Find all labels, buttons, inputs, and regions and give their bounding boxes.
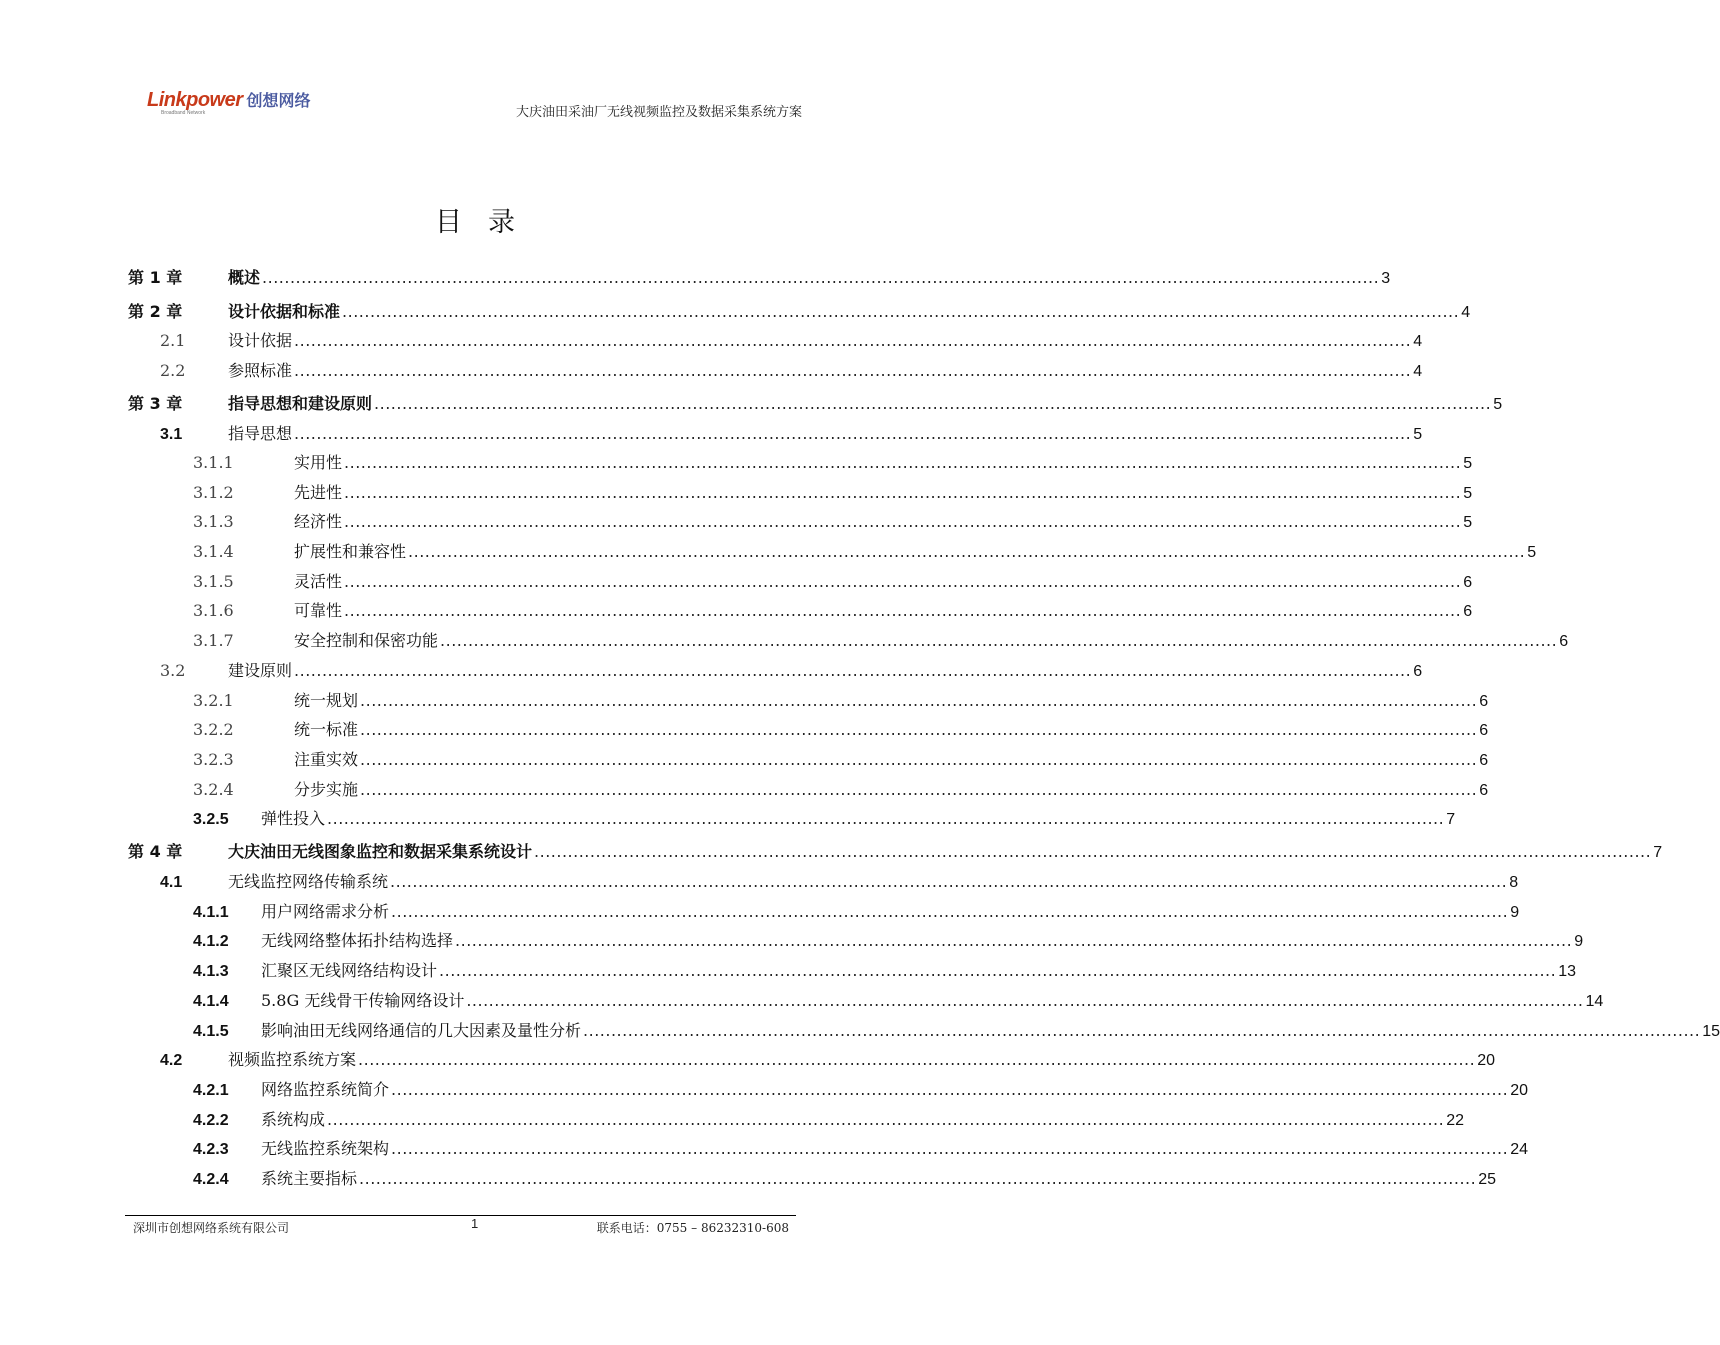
toc-page: 6: [1463, 603, 1473, 620]
toc-page: 6: [1413, 663, 1423, 680]
toc-page: 6: [1479, 752, 1489, 769]
toc-leader: ........................................................................................................................................................................................................: [360, 691, 1478, 710]
toc-entry-2-2[interactable]: [160, 360, 1423, 382]
toc-entry-4-1-1[interactable]: [193, 901, 1520, 923]
document-header-title: 大庆油田采油厂无线视频监控及数据采集系统方案: [515, 105, 802, 120]
toc-leader: ........................................................................................................................................................................................................: [390, 872, 1508, 891]
toc-number: 3.1.5: [193, 572, 234, 591]
toc-leader: ........................................................................................................................................................................................................: [360, 750, 1478, 769]
toc-number: 4.1.5: [193, 1023, 229, 1040]
toc-entry-3-2-4[interactable]: [193, 779, 1489, 801]
footer-page-number: 1: [471, 1216, 479, 1231]
toc-title-text: 设计依据和标准: [228, 302, 341, 321]
toc-title-text: 大庆油田无线图象监控和数据采集系统设计: [228, 842, 533, 861]
toc-number: 第 1 章: [128, 268, 183, 287]
toc-number: 4.1.2: [193, 933, 229, 950]
toc-title-text: 弹性投入: [261, 809, 326, 828]
toc-page: 7: [1446, 811, 1456, 828]
toc-title-text: 设计依据: [228, 331, 293, 350]
toc-leader: ........................................................................................................................................................................................................: [344, 453, 1462, 472]
toc-entry-4-2-2[interactable]: [193, 1109, 1464, 1131]
toc-entry-4-1-4[interactable]: [193, 990, 1604, 1012]
toc-page: 24: [1510, 1141, 1528, 1158]
toc-title-text: 先进性: [294, 483, 343, 502]
toc-page: 14: [1585, 993, 1604, 1010]
toc-title-text: 指导思想: [228, 424, 293, 443]
toc-number: 4.1.1: [193, 904, 229, 921]
toc-page: 20: [1510, 1082, 1528, 1099]
toc-page: 6: [1479, 782, 1489, 799]
toc-entry-4-1-2[interactable]: [193, 930, 1584, 952]
logo-wordmark: Linkpower: [147, 89, 243, 111]
toc-number: 3.2.1: [193, 691, 234, 710]
toc-entry-3-1-5[interactable]: [193, 571, 1473, 593]
toc-entry-3-1-3[interactable]: [193, 511, 1473, 533]
footer-divider: [125, 1215, 796, 1216]
toc-title-text: 实用性: [294, 453, 343, 472]
toc-page: 5: [1463, 514, 1473, 531]
toc-entry-3-1-6[interactable]: [193, 600, 1473, 622]
toc-page: 9: [1510, 904, 1520, 921]
toc-number: 3.1.7: [193, 631, 234, 650]
toc-page: 4: [1461, 304, 1471, 321]
toc-leader: ........................................................................................................................................................................................................: [391, 1139, 1509, 1158]
toc-leader: ........................................................................................................................................................................................................: [360, 720, 1478, 739]
toc-entry-4-2-4[interactable]: [193, 1168, 1496, 1190]
toc-leader: ........................................................................................................................................................................................................: [440, 631, 1558, 650]
toc-number: 3.2: [160, 661, 186, 680]
toc-entry-4-2-3[interactable]: [193, 1138, 1528, 1160]
toc-number: 3.1.6: [193, 601, 234, 620]
logo-subtitle: Broadband Network: [161, 110, 206, 116]
toc-page: 4: [1413, 363, 1423, 380]
toc-leader: ........................................................................................................................................................................................................: [294, 661, 1412, 680]
toc-number: 4.2.4: [193, 1171, 229, 1188]
toc-entry-4-2-1[interactable]: [193, 1079, 1528, 1101]
toc-leader: ........................................................................................................................................................................................................: [391, 1080, 1509, 1099]
toc-leader: ........................................................................................................................................................................................................: [344, 572, 1462, 591]
toc-leader: ........................................................................................................................................................................................................: [344, 483, 1462, 502]
toc-entry-3-1-2[interactable]: [193, 482, 1473, 504]
toc-number: 3.1.2: [193, 483, 234, 502]
toc-entry-3-1-7[interactable]: [193, 630, 1569, 652]
logo-chinese-name: 创想网络: [246, 91, 311, 110]
toc-title-text: 概述: [228, 268, 261, 287]
toc-title-text: 灵活性: [294, 572, 343, 591]
toc-page: 22: [1446, 1112, 1464, 1129]
toc-page: 8: [1509, 874, 1519, 891]
toc-number: 4.2.2: [193, 1112, 229, 1129]
toc-leader: ........................................................................................................................................................................................................: [466, 991, 1584, 1010]
toc-leader: ........................................................................................................................................................................................................: [534, 842, 1652, 861]
toc-leader: ........................................................................................................................................................................................................: [327, 1110, 1445, 1129]
toc-page: 5: [1493, 396, 1503, 413]
toc-leader: ........................................................................................................................................................................................................: [583, 1021, 1701, 1040]
toc-page: 4: [1413, 333, 1423, 350]
toc-title-text: 影响油田无线网络通信的几大因素及量性分析: [261, 1021, 582, 1040]
toc-leader: ........................................................................................................................................................................................................: [359, 1169, 1477, 1188]
toc-leader: ........................................................................................................................................................................................................: [344, 601, 1462, 620]
toc-number: 3.2.2: [193, 720, 234, 739]
toc-number: 第 2 章: [128, 302, 183, 321]
toc-number: 第 3 章: [128, 394, 183, 413]
toc-title-text: 可靠性: [294, 601, 343, 620]
toc-number: 4.1.3: [193, 963, 229, 980]
toc-number: 3.1: [160, 426, 183, 443]
toc-entry-3-2-1[interactable]: [193, 690, 1489, 712]
toc-page: 6: [1463, 574, 1473, 591]
company-logo: [147, 88, 311, 116]
toc-number: 3.1.1: [193, 453, 234, 472]
toc-page: 15: [1702, 1023, 1720, 1040]
toc-entry-4-1-3[interactable]: [193, 960, 1576, 982]
toc-page: 3: [1381, 270, 1391, 287]
toc-page: 6: [1479, 722, 1489, 739]
toc-entry-4-1-5[interactable]: [193, 1020, 1720, 1042]
toc-leader: ........................................................................................................................................................................................................: [294, 424, 1412, 443]
toc-title-text: 统一标准: [294, 720, 359, 739]
toc-page: 7: [1653, 844, 1663, 861]
toc-title-text: 5.8G 无线骨干传输网络设计: [261, 991, 465, 1010]
toc-page: 6: [1559, 633, 1569, 650]
toc-leader: ........................................................................................................................................................................................................: [408, 542, 1526, 561]
toc-number: 3.2.5: [193, 811, 229, 828]
toc-page: 5: [1413, 426, 1423, 443]
toc-title-text: 系统主要指标: [261, 1169, 358, 1188]
toc-title-text: 建设原则: [228, 661, 293, 680]
toc-title-text: 统一规划: [294, 691, 359, 710]
toc-number: 2.1: [160, 331, 186, 350]
toc-leader: ........................................................................................................................................................................................................: [360, 780, 1478, 799]
toc-entry-3-1[interactable]: [160, 423, 1423, 445]
footer-contact: 联系电话：0755 – 86232310-608: [596, 1221, 789, 1235]
toc-title-text: 安全控制和保密功能: [294, 631, 439, 650]
toc-entry-4-2[interactable]: [160, 1049, 1495, 1071]
toc-title-text: 无线监控网络传输系统: [228, 872, 389, 891]
toc-page: 9: [1574, 933, 1584, 950]
toc-leader: ........................................................................................................................................................................................................: [294, 331, 1412, 350]
toc-leader: ........................................................................................................................................................................................................: [344, 512, 1462, 531]
toc-leader: ........................................................................................................................................................................................................: [342, 302, 1460, 321]
toc-number: 4.2.1: [193, 1082, 229, 1099]
toc-entry-3-2-5[interactable]: [193, 808, 1456, 830]
toc-leader: ........................................................................................................................................................................................................: [391, 902, 1509, 921]
toc-number: 3.2.3: [193, 750, 234, 769]
toc-number: 2.2: [160, 361, 186, 380]
toc-leader: ........................................................................................................................................................................................................: [374, 394, 1492, 413]
toc-title-text: 扩展性和兼容性: [294, 542, 407, 561]
toc-number: 3.1.4: [193, 542, 234, 561]
toc-number: 4.1: [160, 874, 183, 891]
toc-entry-3-2-3[interactable]: [193, 749, 1489, 771]
toc-leader: ........................................................................................................................................................................................................: [262, 268, 1380, 287]
toc-title-text: 视频监控系统方案: [228, 1050, 357, 1069]
toc-page: 5: [1463, 455, 1473, 472]
toc-number: 3.1.3: [193, 512, 234, 531]
toc-number: 4.1.4: [193, 993, 229, 1010]
toc-entry-ch4[interactable]: [128, 841, 1663, 863]
toc-leader: ........................................................................................................................................................................................................: [358, 1050, 1476, 1069]
toc-number: 3.2.4: [193, 780, 234, 799]
toc-page: 25: [1478, 1171, 1496, 1188]
toc-entry-3-2-2[interactable]: [193, 719, 1489, 741]
toc-number: 4.2.3: [193, 1141, 229, 1158]
toc-entry-2-1[interactable]: [160, 330, 1423, 352]
footer-company: 深圳市创想网络系统有限公司: [133, 1221, 290, 1235]
toc-leader: ........................................................................................................................................................................................................: [439, 961, 1557, 980]
toc-leader: ........................................................................................................................................................................................................: [294, 361, 1412, 380]
toc-title-text: 分步实施: [294, 780, 359, 799]
toc-title-text: 参照标准: [228, 361, 293, 380]
toc-entry-4-1[interactable]: [160, 871, 1519, 893]
toc-title-text: 系统构成: [261, 1110, 326, 1129]
toc-entry-3-1-4[interactable]: [193, 541, 1537, 563]
toc-title-text: 无线网络整体拓扑结构选择: [261, 931, 454, 950]
toc-page: 5: [1527, 544, 1537, 561]
toc-page: 20: [1477, 1052, 1495, 1069]
toc-entry-3-2[interactable]: [160, 660, 1423, 682]
toc-entry-3-1-1[interactable]: [193, 452, 1473, 474]
toc-entry-ch1[interactable]: [128, 267, 1391, 289]
toc-entry-ch3[interactable]: [128, 393, 1503, 415]
toc-title: 目录: [435, 207, 541, 238]
toc-title-text: 用户网络需求分析: [261, 902, 390, 921]
toc-entry-ch2[interactable]: [128, 301, 1471, 323]
toc-number: 4.2: [160, 1052, 183, 1069]
toc-number: 第 4 章: [128, 842, 183, 861]
toc-title-text: 网络监控系统简介: [261, 1080, 390, 1099]
toc-page: 6: [1479, 693, 1489, 710]
toc-title-text: 注重实效: [294, 750, 359, 769]
toc-leader: ........................................................................................................................................................................................................: [327, 809, 1445, 828]
toc-title-text: 指导思想和建设原则: [228, 394, 373, 413]
toc-title-text: 汇聚区无线网络结构设计: [261, 961, 438, 980]
toc-title-text: 经济性: [294, 512, 343, 531]
toc-leader: ........................................................................................................................................................................................................: [455, 931, 1573, 950]
toc-title-text: 无线监控系统架构: [261, 1139, 390, 1158]
toc-page: 5: [1463, 485, 1473, 502]
toc-page: 13: [1558, 963, 1576, 980]
